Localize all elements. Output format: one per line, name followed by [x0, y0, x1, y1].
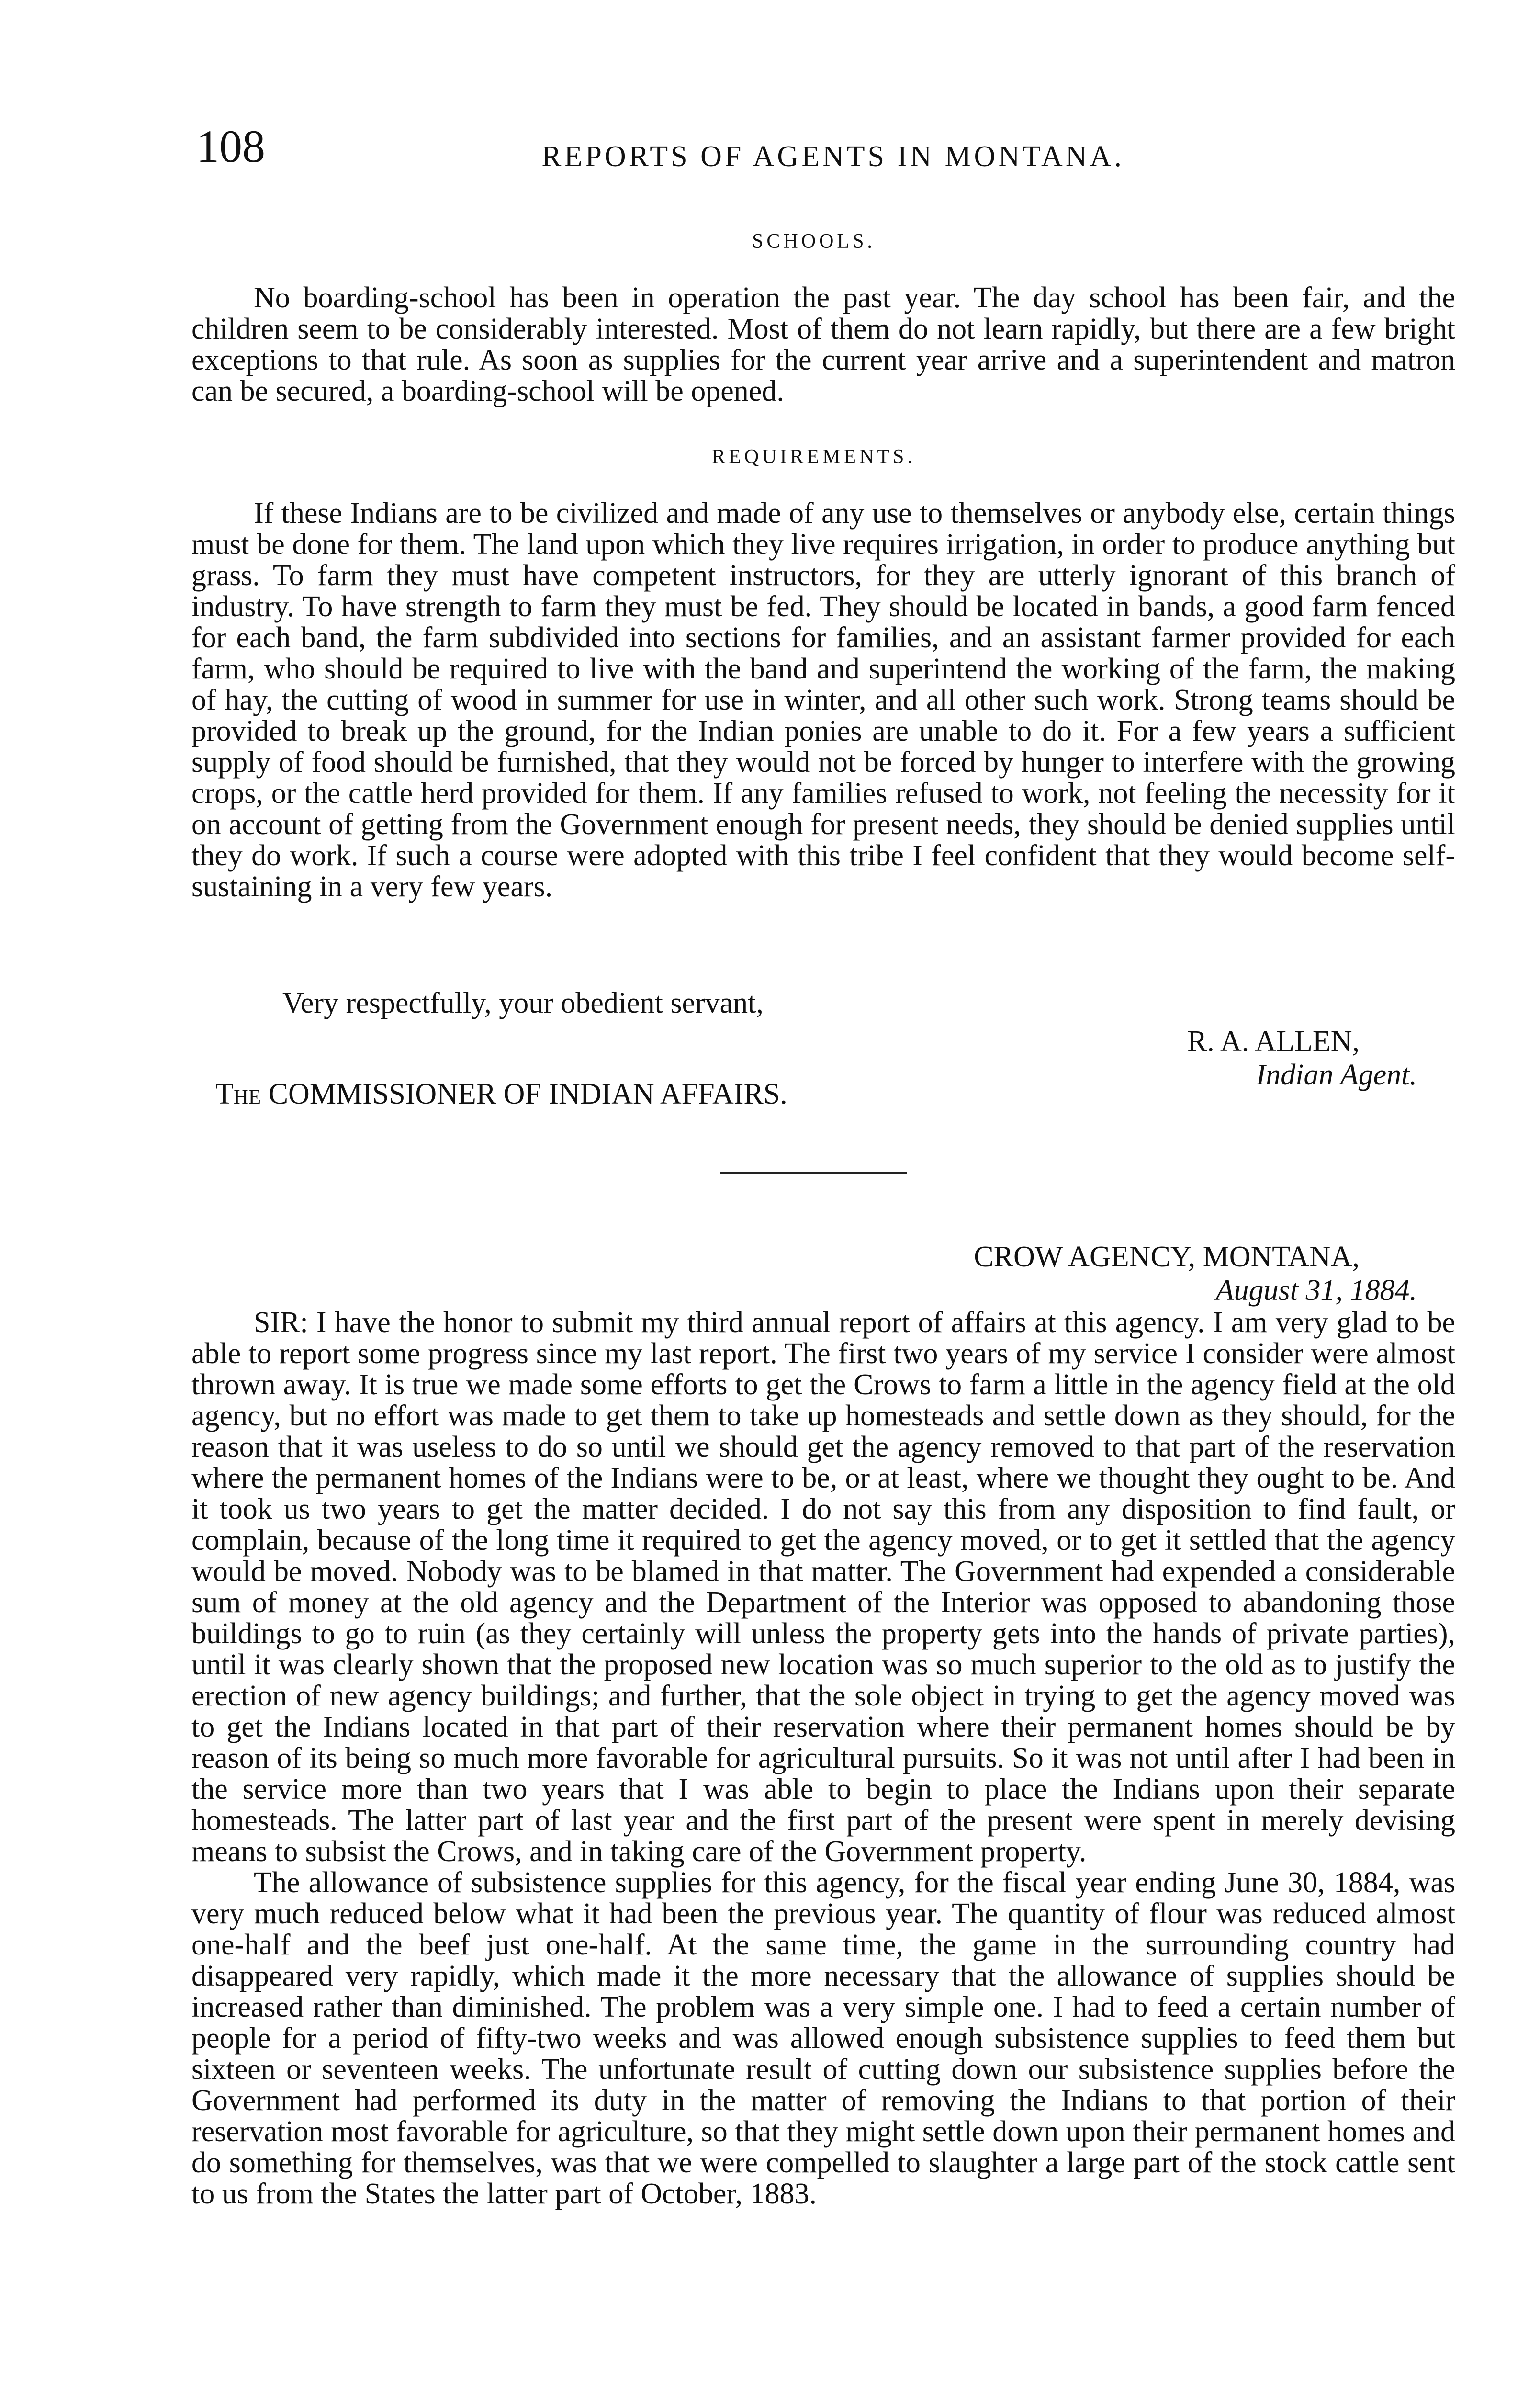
crow-report-paragraph-1: SIR: I have the honor to submit my third annual report of affairs at this agency. I am very glad to be able to report some progress since my last report. The first two years of my service I consider were almost thrown away. It is true we made some efforts to get the Crows to farm a little in the agency field at the old agency, but no effort was made to get them to take up homesteads and settle down as they should, for the reason that it was useless to do so until we should get the agency removed to that part of the reservation where the permanent homes of the Indians were to be, or at least, where we thought they ought to be. And it took us two years to get the matter decided. I do not say this from any disposition to find fault, or complain, because of the long time it required to get the agency moved, or to get it settled that the agency would be moved. Nobody was to be blamed in that matter. The Government had expended a considerable sum of money at the old agency and the Department of the Interior was opposed to abandoning those buildings to go to ruin (as they certainly will unless the property gets into the hands of private parties), until it was clearly shown that the proposed new location was so much superior to the old as to justify the erection of new agency buildings; and further, that the sole object in trying to get the agency moved was to get the Indians located in that part of their reservation where their permanent homes should be by reason of its being so much more favorable for agricultural pursuits. So it was not until after I had been in the service more than two years that I was able to begin to place the Indians upon their separate homesteads. The latter part of last year and the first part of the present were spent in merely devising means to subsist the Crows, and in taking care of the Government property.: [191, 1306, 1455, 1868]
schools-paragraph: No boarding-school has been in operation the past year. The day school has been fair, and the children seem to be considerably interested. Most of them do not learn rapidly, but there are a few bright exceptions to that rule. As soon as supplies for the current year arrive and a superintendent and matron can be secured, a boarding-school will be opened.: [191, 282, 1455, 407]
requirements-paragraph: If these Indians are to be civilized and made of any use to themselves or anybody else, certain things must be done for them. The land upon which they live requires irrigation, in order to produce anything but grass. To farm they must have competent instructors, for they are utterly ignorant of this branch of industry. To have strength to farm they must be fed. They should be located in bands, a good farm fenced for each band, the farm subdivided into sections for families, and an assistant farmer provided for each farm, who should be required to live with the band and superintend the working of the farm, the making of hay, the cutting of wood in summer for use in winter, and all other such work. Strong teams should be provided to break up the ground, for the Indian ponies are unable to do it. For a few years a sufficient supply of food should be furnished, that they would not be forced by hunger to interfere with the growing crops, or the cattle herd provided for them. If any families refused to work, not feeling the necessity for it on account of getting from the Government enough for present needs, they should be denied supplies until they do work. If such a course were adopted with this tribe I feel confident that they would become self-sustaining in a very few years.: [191, 497, 1455, 903]
valediction: Very respectfully, your obedient servant,: [282, 987, 764, 1019]
requirements-heading: REQUIREMENTS.: [712, 446, 916, 468]
schools-heading: SCHOOLS.: [752, 230, 876, 252]
page-number: 108: [196, 121, 265, 172]
crow-report-body: [191, 1307, 1455, 2210]
requirements-section: [191, 498, 1455, 903]
report-date: August 31, 1884.: [1215, 1274, 1417, 1307]
report-place: CROW AGENCY, MONTANA,: [974, 1241, 1360, 1273]
signer-title: Indian Agent.: [1256, 1059, 1417, 1091]
section-divider: [720, 1172, 907, 1174]
schools-section: [191, 282, 1455, 407]
signer-name: R. A. ALLEN,: [1187, 1025, 1360, 1058]
addressee: The COMMISSIONER OF INDIAN AFFAIRS.: [215, 1078, 787, 1110]
crow-report-paragraph-2: The allowance of subsistence supplies for this agency, for the fiscal year ending June 30, 1884, was very much reduced below what it had been the previous year. The quantity of flour was reduced almost one-half and the beef just one-half. At the same time, the game in the surrounding country had disappeared very rapidly, which made it the more necessary that the allowance of supplies should be increased rather than diminished. The problem was a very simple one. I had to feed a certain number of people for a period of fifty-two weeks and was allowed enough subsistence supplies to feed them but sixteen or seventeen weeks. The unfortunate result of cutting down our subsistence supplies before the Government had performed its duty in the matter of removing the Indians to that portion of their reservation most favorable for agriculture, so that they might settle down upon their permanent homes and do something for themselves, was that we were compelled to slaughter a large part of the stock cattle sent to us from the States the latter part of October, 1883.: [191, 1866, 1455, 2210]
running-head: REPORTS OF AGENTS IN MONTANA.: [541, 140, 1124, 173]
